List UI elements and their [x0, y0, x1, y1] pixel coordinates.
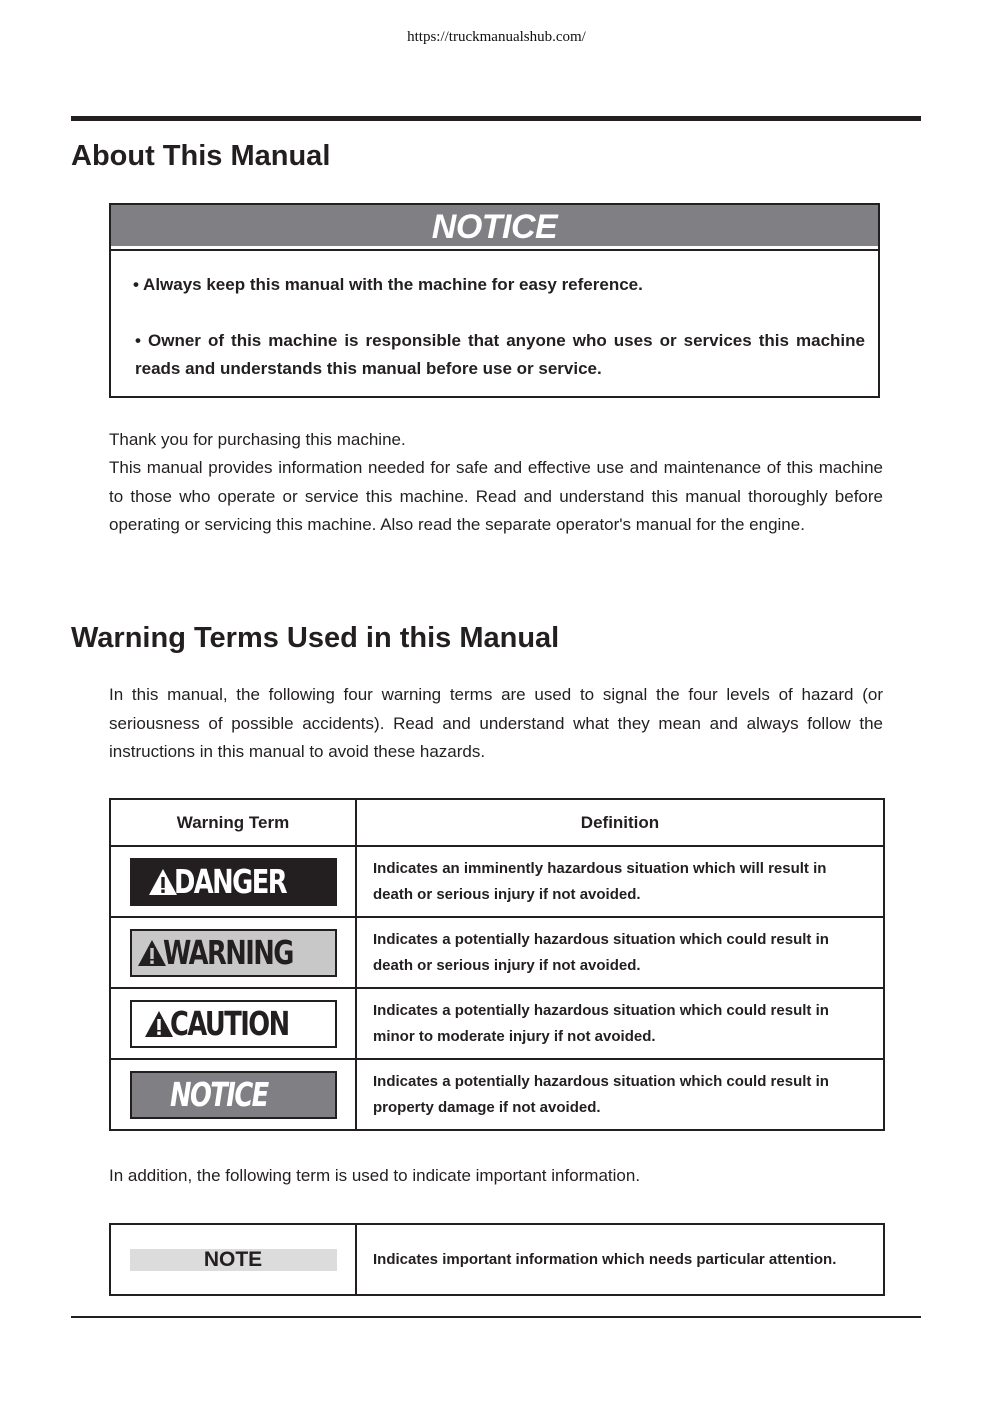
note-label: NOTE	[130, 1249, 337, 1271]
top-rule	[71, 116, 921, 121]
notice-box	[109, 203, 880, 398]
definition-cell: Indicates important information which needs particular attention.	[356, 1224, 884, 1295]
definition-cell: Indicates a potentially hazardous situation which could result in minor to moderate injury if not avoided.	[356, 988, 884, 1059]
note-table	[109, 1223, 885, 1296]
notice-box-header: NOTICE	[111, 205, 878, 251]
table-row	[110, 917, 884, 988]
term-cell	[110, 846, 356, 917]
table-row	[110, 1224, 884, 1295]
notice-label-text: NOTICE	[170, 1075, 269, 1114]
addition-text: In addition, the following term is used to indicate important information.	[109, 1166, 641, 1185]
column-header-term: Warning Term	[110, 799, 356, 846]
warning-section-title: Warning Terms Used in this Manual	[71, 622, 560, 654]
warning-label-text: WARNING	[162, 933, 293, 972]
intro-body: This manual provides information needed for safe and effective use and maintenance of this machine to those who operate or service this machine. Read and understand this manual thoroughly before operating or servicing this machine. Also read the separate operator's manual for the engine.	[109, 458, 883, 534]
bottom-rule	[71, 1316, 921, 1318]
table-header-row	[110, 799, 884, 846]
definition-cell: Indicates a potentially hazardous situation which could result in property damage if not avoided.	[356, 1059, 884, 1130]
table-row	[110, 988, 884, 1059]
term-cell	[110, 988, 356, 1059]
notice-label	[130, 1071, 337, 1119]
danger-label-text: DANGER	[174, 862, 287, 901]
source-url[interactable]: https://truckmanualshub.com/	[407, 29, 586, 45]
intro-thanks: Thank you for purchasing this machine.	[109, 430, 406, 449]
term-cell	[110, 1059, 356, 1130]
danger-label	[130, 858, 337, 906]
notice-item: • Owner of this machine is responsible that anyone who uses or services this machine reads and understands this manual before use or service.	[135, 331, 865, 378]
definition-cell: Indicates a potentially hazardous situation which could result in death or serious injury if not avoided.	[356, 917, 884, 988]
table-row	[110, 846, 884, 917]
definition-cell: Indicates an imminently hazardous situation which will result in death or serious injury if not avoided.	[356, 846, 884, 917]
table-row	[110, 1059, 884, 1130]
caution-label	[130, 1000, 337, 1048]
warning-intro: In this manual, the following four warning terms are used to signal the four levels of hazard (or seriousness of possible accidents). Read and understand what they mean and always follow the instructions in this manual to avoid these hazards.	[109, 685, 883, 761]
column-header-definition: Definition	[356, 799, 884, 846]
about-section-title: About This Manual	[71, 140, 331, 172]
warning-label	[130, 929, 337, 977]
notice-item: • Always keep this manual with the machine for easy reference.	[133, 275, 643, 294]
term-cell	[110, 1224, 356, 1295]
term-cell	[110, 917, 356, 988]
warning-terms-table	[109, 798, 885, 1131]
caution-label-text: CAUTION	[170, 1004, 289, 1043]
